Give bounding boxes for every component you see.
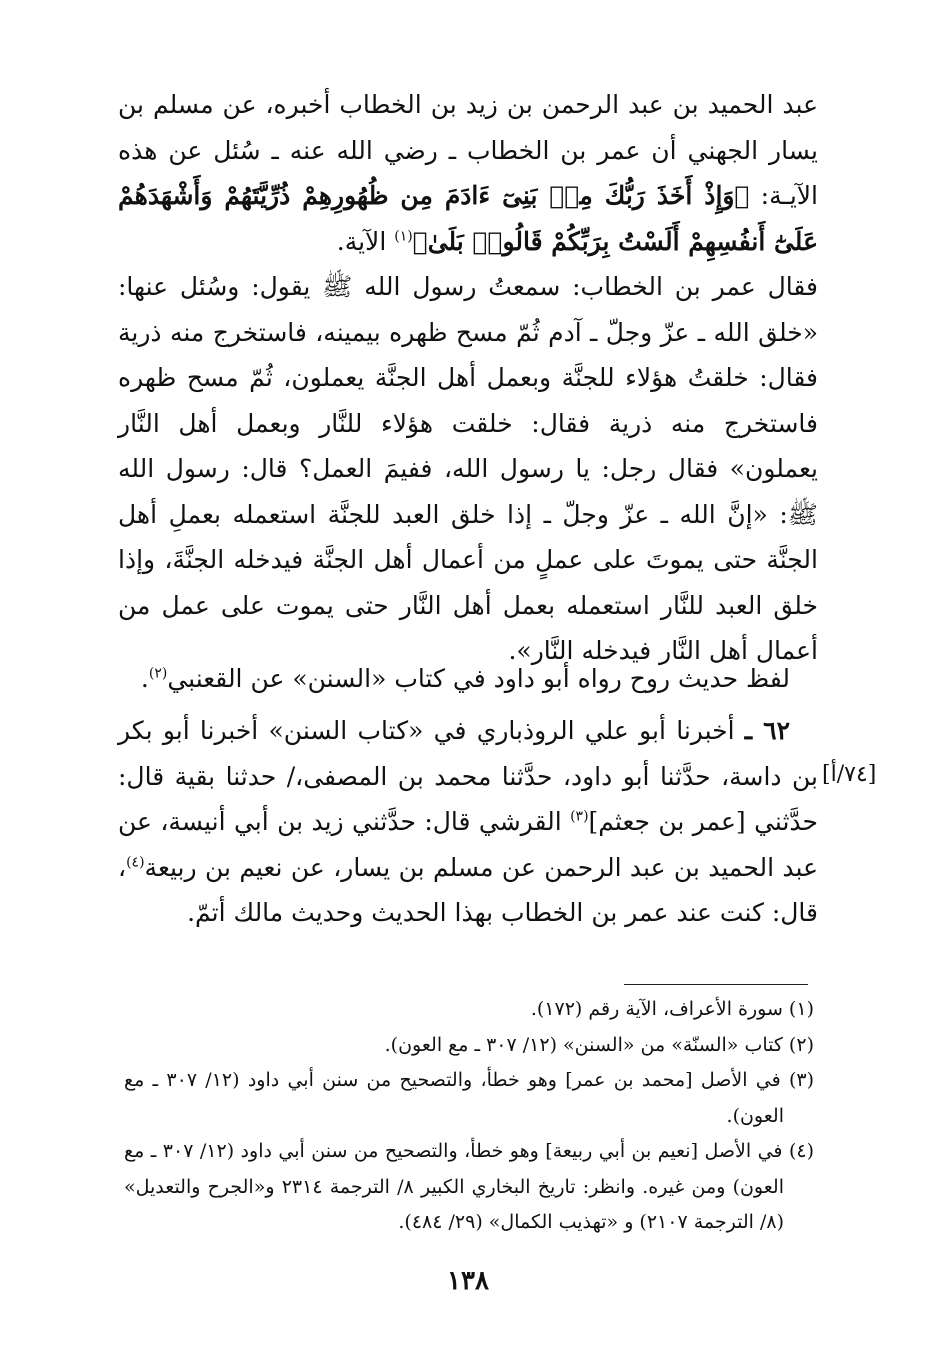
footnote-separator (624, 984, 808, 985)
hadith-number: ٦٢ ـ (744, 716, 791, 745)
footnote-ref: (٣) (570, 808, 589, 825)
footnote-ref: (١) (394, 228, 413, 245)
paragraph-source-note (118, 656, 818, 702)
paragraph-text: عبد الحميد بن عبد الرحمن بن زيد بن الخطاب أخبره، عن مسلم بن يسار الجهني أن عمر بن الخطاب ـ رضي الله عنه ـ سُئل عن هذه الآيـة: (118, 90, 818, 210)
footnote-1: (١) سورة الأعراف، الآية رقم (١٧٢). (530, 998, 814, 1020)
footnote-ref: (٤) (126, 854, 145, 871)
paragraph-text: لفظ حديث روح رواه أبو داود في كتاب «السنن» عن القعنبي (167, 664, 790, 693)
footnote-ref: (٢) (148, 665, 168, 682)
quran-verse: ﴿وَإِذْ أَخَذَ رَبُّكَ مِنۢ بَنِىٓ ءَادَمَ مِن ظُهُورِهِمْ ذُرِّيَّتَهُمْ وَأَشْهَدَهُمْ عَلَىٰٓ أَنفُسِهِمْ أَلَسْتُ بِرَبِّكُمْ قَالُوا۟ بَلَىٰ﴾ (118, 181, 818, 256)
paragraph-text: الآية. (336, 226, 395, 256)
paragraph-text: ، قال: كنت عند عمر بن الخطاب بهذا الحديث وحديث مالك أتمّ. (118, 852, 818, 927)
footnote-4: (٤) في الأصل [نعيم بن أبي ربيعة] وهو خطأ، والتصحيح من سنن أبي داود (١٢/ ٣٠٧ ـ مع العون) ومن غيره. وانظر: تاريخ البخاري الكبير ٨/ الترجمة ٢٣١٤ و«الجرح والتعديل» (٨/ الترجمة ٢١٠٧) و «تهذيب الكمال» (٢٩/ ٤٨٤). (124, 1140, 814, 1233)
paragraph-hadith-62 (118, 708, 818, 936)
paragraph-hadith-text (118, 264, 818, 674)
manuscript-folio-reference: [٧٤/أ] (822, 762, 877, 787)
paragraph-text: أخبرنا أبو علي الروذباري في «كتاب السنن» أخبرنا أبو بكر بن داسة، حدَّثنا أبو داود، حدَّثنا محمد بن المصفى،/ حدثنا بقية قال: حدَّثني [عمر بن جعثم] (118, 716, 818, 836)
paragraph-text: فقال عمر بن الخطاب: سمعتُ رسول الله ﷺ يقول: وسُئل عنها: «خلق الله ـ عزّ وجلّ ـ آدم ثُمّ مسح ظهره بيمينه، فاستخرج منه ذرية فقال: خلقتُ هؤلاء للجنَّة وبعمل أهل الجنَّة يعملون، ثُمّ مسح ظهره فاستخرج منه ذرية فقال: خلقت هؤلاء للنَّار وبعمل أهل النَّار يعملون» فقال رجل: يا رسول الله، ففيمَ العمل؟ قال: رسول الله ﷺ: «إنَّ الله ـ عزّ وجلّ ـ إذا خلق العبد للجنَّة استعمله بعملِ أهل الجنَّة حتى يموتَ على عملٍ من أعمال أهل الجنَّة فيدخله الجنَّةَ، وإذا خلق العبد للنَّار استعمله بعمل أهل النَّار حتى يموت على عمل من أعمال أهل النَّار فيدخله النَّار». (118, 272, 818, 665)
page-number: ١٣٨ (447, 1266, 489, 1296)
paragraph-text: . (140, 664, 149, 693)
paragraph-text: القرشي قال: حدَّثني زيد بن أبي أنيسة، عن عبد الحميد بن عبد الرحمن عن مسلم بن يسار، عن نعيم بن ربيعة (118, 807, 818, 882)
footnotes (124, 992, 814, 1241)
footnote-3: (٣) في الأصل [محمد بن عمر] وهو خطأ، والتصحيح من سنن أبي داود (١٢/ ٣٠٧ ـ مع العون). (124, 1069, 814, 1127)
paragraph-hadith-intro (118, 82, 818, 264)
footnote-2: (٢) كتاب «السنّة» من «السنن» (١٢/ ٣٠٧ ـ مع العون). (384, 1033, 814, 1056)
